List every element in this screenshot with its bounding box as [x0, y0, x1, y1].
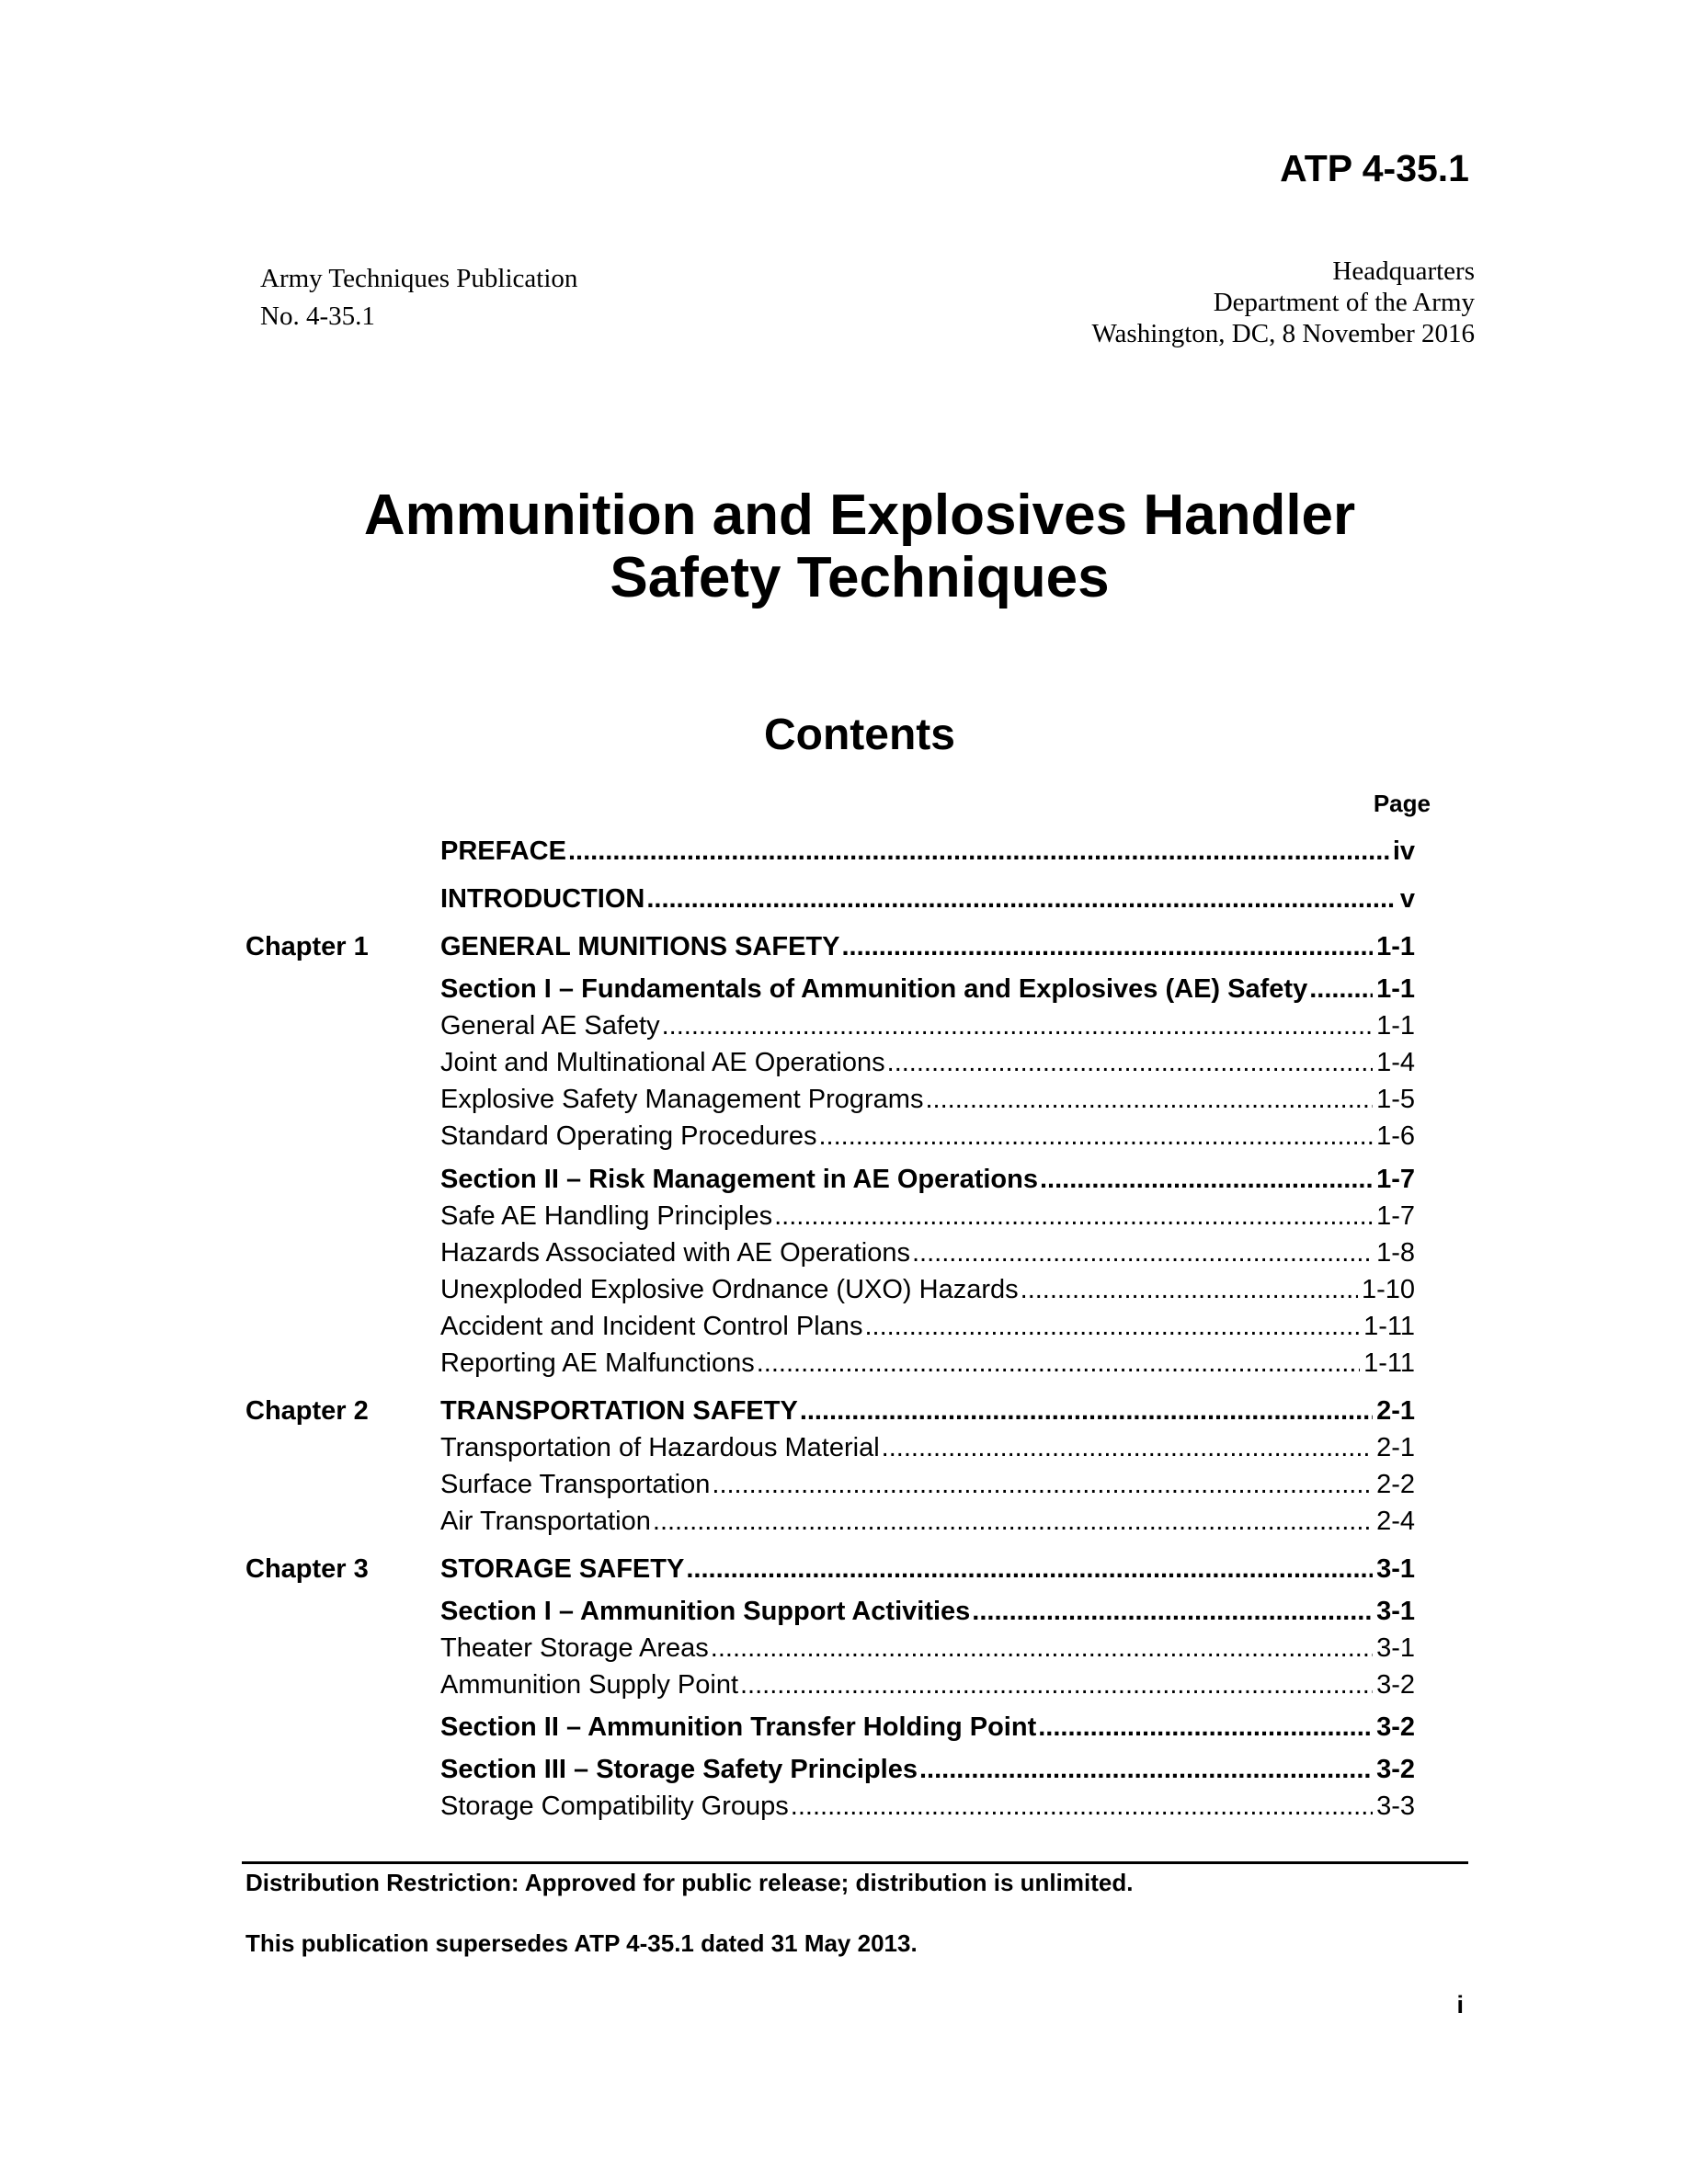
toc-entry-page: 1-5	[1376, 1085, 1415, 1114]
toc-entry-page: 1-6	[1376, 1121, 1415, 1151]
toc-entry[interactable]	[0, 1470, 1688, 1507]
toc-dot-leader	[1040, 1165, 1373, 1195]
toc-chapter-label: Chapter 1	[245, 932, 369, 961]
toc-entry-title: Section II – Ammunition Transfer Holding Point	[440, 1712, 1037, 1742]
toc-entry-page: 1-10	[1361, 1275, 1415, 1304]
toc-dot-leader	[925, 1085, 1373, 1115]
toc-chapter-label: Chapter 2	[245, 1396, 369, 1426]
toc-entry[interactable]	[0, 932, 1688, 969]
toc-entry[interactable]	[0, 1085, 1688, 1121]
toc-dot-leader	[1021, 1275, 1358, 1305]
toc-entry[interactable]	[0, 1165, 1688, 1201]
toc-entry[interactable]	[0, 1275, 1688, 1312]
toc-entry[interactable]	[0, 1312, 1688, 1348]
toc-entry-title: Joint and Multinational AE Operations	[440, 1048, 885, 1077]
toc-dot-leader	[842, 932, 1374, 962]
toc-entry-title: Section III – Storage Safety Principles	[440, 1755, 918, 1784]
toc-entry-page: 1-4	[1376, 1048, 1415, 1077]
toc-dot-leader	[774, 1201, 1373, 1232]
toc-entry-page: 2-1	[1376, 1433, 1415, 1462]
page-number: i	[1456, 1991, 1464, 2019]
document-title-line-2: Safety Techniques	[610, 546, 1110, 609]
toc-entry[interactable]	[0, 1011, 1688, 1048]
toc-entry-page: 3-2	[1376, 1670, 1415, 1700]
toc-entry-title: STORAGE SAFETY	[440, 1554, 685, 1584]
toc-entry-title: INTRODUCTION	[440, 884, 645, 914]
toc-entry-title: Air Transportation	[440, 1507, 651, 1536]
toc-entry-title: Standard Operating Procedures	[440, 1121, 817, 1151]
toc-entry-title: Storage Compatibility Groups	[440, 1792, 789, 1821]
toc-entry-title: Hazards Associated with AE Operations	[440, 1238, 910, 1268]
toc-dot-leader	[887, 1048, 1373, 1078]
toc-entry-title: TRANSPORTATION SAFETY	[440, 1396, 798, 1426]
document-title-line-1: Ammunition and Explosives Handler	[363, 483, 1356, 547]
toc-entry[interactable]	[0, 1121, 1688, 1158]
toc-dot-leader	[800, 1396, 1373, 1427]
toc-entry-page: 2-2	[1376, 1470, 1415, 1499]
toc-entry-title: Explosive Safety Management Programs	[440, 1085, 924, 1114]
toc-dot-leader	[757, 1348, 1360, 1379]
toc-dot-leader	[1309, 974, 1373, 1005]
toc-entry-page: 1-1	[1376, 1011, 1415, 1041]
toc-entry-title: Section II – Risk Management in AE Operations	[440, 1165, 1038, 1194]
toc-entry-page: 2-1	[1376, 1396, 1415, 1426]
issuer-department: Department of the Army	[1213, 288, 1475, 317]
toc-entry-title: GENERAL MUNITIONS SAFETY	[440, 932, 840, 961]
toc-entry[interactable]	[0, 1755, 1688, 1792]
toc-entry[interactable]	[0, 1507, 1688, 1543]
toc-entry-page: 1-8	[1376, 1238, 1415, 1268]
toc-dot-leader	[919, 1755, 1373, 1785]
toc-chapter-label: Chapter 3	[245, 1554, 369, 1584]
issuer-location-date: Washington, DC, 8 November 2016	[1091, 319, 1475, 348]
toc-entry-title: Transportation of Hazardous Material	[440, 1433, 880, 1462]
toc-entry-title: Theater Storage Areas	[440, 1633, 709, 1663]
toc-dot-leader	[882, 1433, 1373, 1463]
toc-dot-leader	[646, 884, 1397, 915]
toc-entry-page: 1-1	[1376, 974, 1415, 1004]
toc-entry[interactable]	[0, 974, 1688, 1011]
toc-entry[interactable]	[0, 1633, 1688, 1670]
toc-dot-leader	[864, 1312, 1360, 1342]
toc-entry-page: 3-1	[1376, 1633, 1415, 1663]
toc-entry-page: 1-11	[1363, 1348, 1415, 1378]
toc-entry-title: Section I – Fundamentals of Ammunition and Explosives (AE) Safety	[440, 974, 1308, 1004]
toc-entry[interactable]	[0, 1792, 1688, 1828]
toc-dot-leader	[791, 1792, 1373, 1822]
toc-entry[interactable]	[0, 836, 1688, 873]
distribution-restriction: Distribution Restriction: Approved for public release; distribution is unlimited.	[245, 1869, 1134, 1896]
toc-entry[interactable]	[0, 884, 1688, 921]
publication-type: Army Techniques Publication	[260, 264, 578, 293]
toc-entry-title: General AE Safety	[440, 1011, 660, 1041]
supersedes-notice: This publication supersedes ATP 4-35.1 dated 31 May 2013.	[245, 1929, 918, 1957]
toc-entry[interactable]	[0, 1670, 1688, 1707]
toc-entry-page: 1-7	[1376, 1201, 1415, 1231]
toc-entry-page: 2-4	[1376, 1507, 1415, 1536]
toc-dot-leader	[568, 836, 1389, 867]
toc-dot-leader	[653, 1507, 1373, 1537]
toc-dot-leader	[972, 1597, 1373, 1627]
toc-entry-page: 3-1	[1376, 1554, 1415, 1584]
toc-entry[interactable]	[0, 1712, 1688, 1749]
document-id: ATP 4-35.1	[1280, 147, 1469, 189]
toc-entry-page: 3-2	[1376, 1755, 1415, 1784]
toc-entry-title: Ammunition Supply Point	[440, 1670, 738, 1700]
contents-heading: Contents	[764, 711, 955, 759]
toc-entry[interactable]	[0, 1348, 1688, 1385]
toc-entry-title: PREFACE	[440, 836, 566, 866]
toc-entry-page: 3-3	[1376, 1792, 1415, 1821]
toc-dot-leader	[818, 1121, 1373, 1152]
toc-entry[interactable]	[0, 1554, 1688, 1591]
toc-entry-title: Accident and Incident Control Plans	[440, 1312, 863, 1341]
toc-dot-leader	[912, 1238, 1373, 1268]
toc-entry-title: Surface Transportation	[440, 1470, 711, 1499]
toc-entry[interactable]	[0, 1597, 1688, 1633]
toc-entry-page: 1-1	[1376, 932, 1415, 961]
toc-entry-title: Safe AE Handling Principles	[440, 1201, 773, 1231]
toc-entry[interactable]	[0, 1396, 1688, 1433]
page-column-label: Page	[1373, 790, 1431, 817]
toc-entry-page: 3-2	[1376, 1712, 1415, 1742]
issuer-headquarters: Headquarters	[1332, 256, 1475, 286]
toc-entry-title: Reporting AE Malfunctions	[440, 1348, 755, 1378]
toc-entry-title: Section I – Ammunition Support Activities	[440, 1597, 971, 1626]
toc-entry[interactable]	[0, 1048, 1688, 1085]
toc-entry-page: v	[1399, 884, 1415, 914]
footer-divider	[242, 1861, 1468, 1864]
toc-dot-leader	[712, 1470, 1373, 1500]
toc-dot-leader	[1038, 1712, 1373, 1743]
toc-entry-page: 1-11	[1363, 1312, 1415, 1341]
toc-entry-page: 1-7	[1376, 1165, 1415, 1194]
toc-entry[interactable]	[0, 1433, 1688, 1470]
toc-entry[interactable]	[0, 1201, 1688, 1238]
toc-dot-leader	[662, 1011, 1373, 1041]
toc-entry-title: Unexploded Explosive Ordnance (UXO) Hazards	[440, 1275, 1019, 1304]
toc-dot-leader	[711, 1633, 1373, 1664]
publication-number: No. 4-35.1	[260, 301, 375, 331]
toc-dot-leader	[686, 1554, 1373, 1585]
toc-entry-page: iv	[1392, 836, 1415, 866]
toc-dot-leader	[740, 1670, 1373, 1701]
toc-entry[interactable]	[0, 1238, 1688, 1275]
toc-entry-page: 3-1	[1376, 1597, 1415, 1626]
